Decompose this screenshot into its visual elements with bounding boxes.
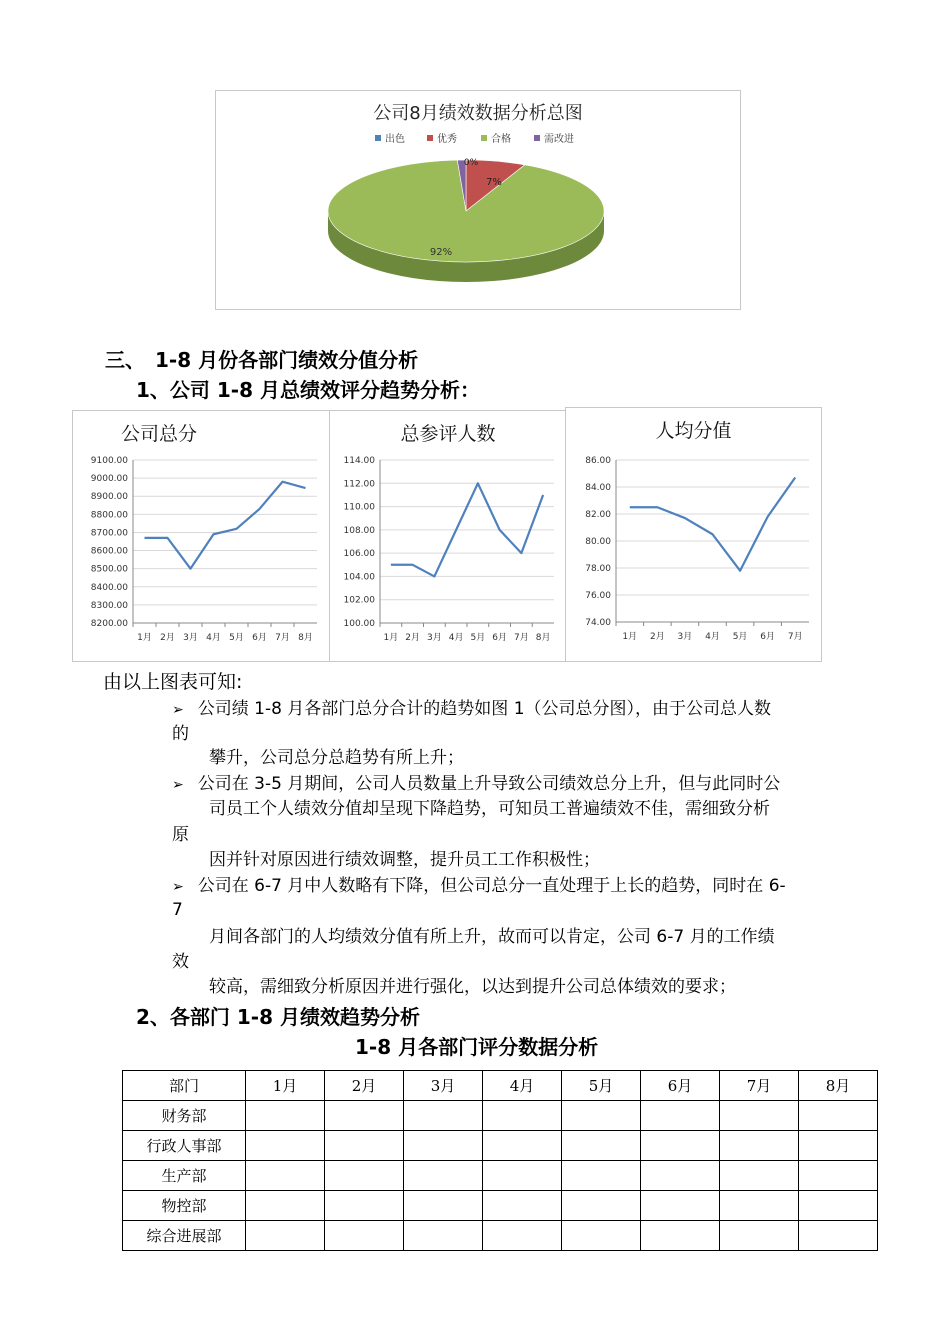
legend-swatch-needs-improve bbox=[534, 135, 540, 141]
score-cell bbox=[325, 1161, 404, 1191]
table-row bbox=[123, 1191, 878, 1221]
bullet-1-line-2: 的 bbox=[172, 724, 189, 744]
department-name-cell: 生产部 bbox=[123, 1161, 246, 1191]
series-line bbox=[630, 478, 795, 571]
bullet-3-text-a: 公司在 6-7 月中人数略有下降，但公司总分一直处理于上长的趋势，同时在 6- bbox=[197, 876, 786, 896]
y-tick-label: 100.00 bbox=[343, 619, 375, 629]
line-chart-total-score-svg bbox=[73, 411, 329, 661]
x-tick-label: 7月 bbox=[275, 633, 290, 643]
y-tick-label: 74.00 bbox=[585, 618, 611, 628]
y-tick-label: 8800.00 bbox=[90, 510, 128, 521]
score-cell bbox=[720, 1161, 799, 1191]
bullet-2-line-4: 因并针对原因进行绩效调整，提升员工工作积极性； bbox=[209, 850, 600, 870]
x-tick-label: 8月 bbox=[535, 633, 551, 643]
score-cell bbox=[246, 1221, 325, 1251]
y-tick-label: 76.00 bbox=[585, 591, 611, 601]
score-cell bbox=[404, 1101, 483, 1131]
header-cell-month: 2月 bbox=[325, 1071, 404, 1101]
header-cell-month: 6月 bbox=[641, 1071, 720, 1101]
subheading-trend: 1、公司 1-8 月总绩效评分趋势分析： bbox=[136, 378, 480, 402]
x-tick-label: 5月 bbox=[732, 632, 748, 642]
line-chart-participants-svg bbox=[330, 411, 566, 661]
x-tick-label: 4月 bbox=[705, 632, 720, 642]
pie-label-qualified: 92% bbox=[429, 247, 453, 258]
header-cell-month: 3月 bbox=[404, 1071, 483, 1101]
header-cell-month: 5月 bbox=[562, 1071, 641, 1101]
pie-legend bbox=[375, 132, 574, 145]
score-cell bbox=[720, 1101, 799, 1131]
y-tick-label: 8200.00 bbox=[90, 619, 128, 629]
pie-chart bbox=[215, 90, 741, 310]
bullet-3-line-3: 月间各部门的人均绩效分值有所上升，故而可以肯定，公司 6-7 月的工作绩 bbox=[209, 927, 775, 947]
x-tick-label: 4月 bbox=[206, 633, 221, 643]
table-title: 1-8 月各部门评分数据分析 bbox=[355, 1035, 599, 1059]
pie-body bbox=[328, 160, 604, 282]
section-heading-3: 三、 1-8 月份各部门绩效分值分析 bbox=[105, 348, 419, 372]
score-cell bbox=[799, 1101, 878, 1131]
x-tick-label: 3月 bbox=[427, 633, 442, 643]
score-cell bbox=[246, 1101, 325, 1131]
score-cell bbox=[720, 1191, 799, 1221]
y-tick-label: 114.00 bbox=[343, 456, 375, 466]
table-row bbox=[123, 1161, 878, 1191]
y-tick-label: 82.00 bbox=[585, 510, 611, 520]
line-chart-average-score-svg bbox=[566, 408, 821, 661]
bullet-arrow-icon: ➢ bbox=[172, 777, 184, 793]
bullet-1-line-1 bbox=[172, 697, 771, 722]
series-line bbox=[145, 482, 306, 569]
bullet-3-line-1 bbox=[172, 874, 786, 899]
legend-label-excellent: 出色 bbox=[385, 134, 405, 145]
y-tick-label: 78.00 bbox=[585, 564, 611, 574]
score-cell bbox=[799, 1191, 878, 1221]
bullet-arrow-icon: ➢ bbox=[172, 702, 184, 718]
score-cell bbox=[799, 1221, 878, 1251]
table-row bbox=[123, 1131, 878, 1161]
legend-label-qualified: 合格 bbox=[491, 134, 511, 145]
x-tick-label: 1月 bbox=[383, 633, 399, 643]
score-cell bbox=[799, 1131, 878, 1161]
score-cell bbox=[483, 1191, 562, 1221]
x-tick-label: 8月 bbox=[298, 633, 313, 643]
score-cell bbox=[325, 1131, 404, 1161]
score-cell bbox=[641, 1161, 720, 1191]
x-tick-label: 5月 bbox=[470, 633, 486, 643]
table-row bbox=[123, 1221, 878, 1251]
y-tick-label: 8700.00 bbox=[90, 528, 128, 539]
department-name-cell: 行政人事部 bbox=[123, 1131, 246, 1161]
score-cell bbox=[404, 1161, 483, 1191]
legend-label-good: 优秀 bbox=[437, 134, 457, 145]
legend-swatch-excellent bbox=[375, 135, 381, 141]
bullet-2-line-3: 原 bbox=[172, 825, 189, 845]
score-cell bbox=[246, 1131, 325, 1161]
department-name-cell: 综合进展部 bbox=[123, 1221, 246, 1251]
y-tick-label: 8900.00 bbox=[90, 492, 128, 503]
y-tick-label: 9000.00 bbox=[90, 474, 128, 485]
intro-text: 由以上图表可知: bbox=[103, 671, 243, 693]
x-tick-label: 1月 bbox=[622, 632, 638, 642]
score-cell bbox=[641, 1221, 720, 1251]
y-tick-label: 80.00 bbox=[585, 537, 611, 547]
bullet-2-text-a: 公司在 3-5 月期间，公司人员数量上升导致公司绩效总分上升，但与此同时公 bbox=[197, 774, 781, 794]
x-tick-label: 4月 bbox=[448, 633, 464, 643]
score-cell bbox=[483, 1131, 562, 1161]
score-cell bbox=[799, 1161, 878, 1191]
bullet-2-line-1 bbox=[172, 772, 780, 797]
y-tick-label: 110.00 bbox=[343, 502, 375, 513]
header-cell-month: 8月 bbox=[799, 1071, 878, 1101]
y-tick-label: 104.00 bbox=[343, 572, 375, 583]
department-score-table bbox=[122, 1070, 878, 1251]
bullet-3-line-4: 效 bbox=[172, 952, 189, 972]
y-tick-label: 102.00 bbox=[343, 595, 375, 606]
score-cell bbox=[720, 1221, 799, 1251]
bullet-3-line-2: 7 bbox=[172, 900, 183, 920]
score-cell bbox=[246, 1191, 325, 1221]
header-cell-month: 4月 bbox=[483, 1071, 562, 1101]
score-cell bbox=[325, 1101, 404, 1131]
x-tick-label: 2月 bbox=[405, 633, 420, 643]
score-cell bbox=[562, 1101, 641, 1131]
score-cell bbox=[720, 1131, 799, 1161]
score-cell bbox=[641, 1101, 720, 1131]
chart-title: 公司总分 bbox=[120, 423, 198, 445]
score-cell bbox=[483, 1161, 562, 1191]
legend-swatch-good bbox=[427, 135, 433, 141]
score-cell bbox=[483, 1221, 562, 1251]
x-tick-label: 7月 bbox=[787, 632, 803, 642]
y-tick-label: 112.00 bbox=[343, 479, 375, 490]
legend-swatch-qualified bbox=[481, 135, 487, 141]
table-header-row bbox=[123, 1071, 878, 1101]
department-name-cell: 财务部 bbox=[123, 1101, 246, 1131]
y-tick-label: 9100.00 bbox=[90, 456, 128, 466]
score-cell bbox=[562, 1161, 641, 1191]
score-cell bbox=[404, 1131, 483, 1161]
score-cell bbox=[562, 1191, 641, 1221]
score-cell bbox=[325, 1191, 404, 1221]
table-row bbox=[123, 1101, 878, 1131]
x-tick-label: 2月 bbox=[649, 632, 665, 642]
y-tick-label: 84.00 bbox=[585, 483, 611, 493]
header-cell-month: 7月 bbox=[720, 1071, 799, 1101]
subheading-departments: 2、各部门 1-8 月绩效趋势分析 bbox=[136, 1005, 420, 1029]
y-tick-label: 8300.00 bbox=[90, 600, 128, 611]
line-chart-total-score bbox=[72, 410, 330, 662]
chart-title: 人均分值 bbox=[655, 420, 732, 442]
x-tick-label: 3月 bbox=[677, 632, 693, 642]
pie-label-good: 7% bbox=[486, 177, 502, 188]
header-cell-department: 部门 bbox=[123, 1071, 246, 1101]
chart-title: 总参评人数 bbox=[400, 423, 496, 445]
y-tick-label: 8600.00 bbox=[90, 546, 128, 557]
x-tick-label: 7月 bbox=[514, 633, 529, 643]
bullet-1-text-a: 公司绩 1-8 月各部门总分合计的趋势如图 1（公司总分图），由于公司总人数 bbox=[197, 699, 772, 719]
score-cell bbox=[483, 1101, 562, 1131]
score-cell bbox=[246, 1161, 325, 1191]
y-tick-label: 86.00 bbox=[585, 456, 611, 466]
score-cell bbox=[562, 1221, 641, 1251]
bullet-3-line-5: 较高，需细致分析原因并进行强化，以达到提升公司总体绩效的要求； bbox=[209, 977, 736, 997]
x-tick-label: 6月 bbox=[760, 632, 776, 642]
score-cell bbox=[562, 1131, 641, 1161]
bullet-2-line-2: 司员工个人绩效分值却呈现下降趋势，可知员工普遍绩效不佳，需细致分析 bbox=[209, 799, 770, 819]
score-cell bbox=[404, 1191, 483, 1221]
y-tick-label: 108.00 bbox=[343, 525, 375, 536]
score-cell bbox=[641, 1131, 720, 1161]
x-tick-label: 5月 bbox=[229, 633, 244, 643]
line-chart-average-score bbox=[565, 407, 822, 662]
x-tick-label: 6月 bbox=[252, 633, 267, 643]
pie-label-excellent: 0% bbox=[463, 158, 479, 168]
line-chart-participants bbox=[329, 410, 567, 662]
x-tick-label: 6月 bbox=[492, 633, 507, 643]
bullet-1-line-3: 攀升，公司总分总趋势有所上升； bbox=[209, 748, 464, 768]
pie-chart-svg bbox=[216, 91, 740, 309]
pie-title: 公司8月绩效数据分析总图 bbox=[373, 103, 583, 124]
score-cell bbox=[641, 1191, 720, 1221]
header-cell-month: 1月 bbox=[246, 1071, 325, 1101]
y-tick-label: 8500.00 bbox=[90, 564, 128, 575]
x-tick-label: 1月 bbox=[137, 633, 152, 643]
score-cell bbox=[404, 1221, 483, 1251]
table-body bbox=[123, 1101, 878, 1251]
bullet-arrow-icon: ➢ bbox=[172, 879, 184, 895]
x-tick-label: 2月 bbox=[160, 633, 175, 643]
department-name-cell: 物控部 bbox=[123, 1191, 246, 1221]
score-cell bbox=[325, 1221, 404, 1251]
y-tick-label: 106.00 bbox=[343, 549, 375, 560]
legend-label-needs-improve: 需改进 bbox=[544, 134, 574, 145]
y-tick-label: 8400.00 bbox=[90, 582, 128, 593]
x-tick-label: 3月 bbox=[183, 633, 198, 643]
